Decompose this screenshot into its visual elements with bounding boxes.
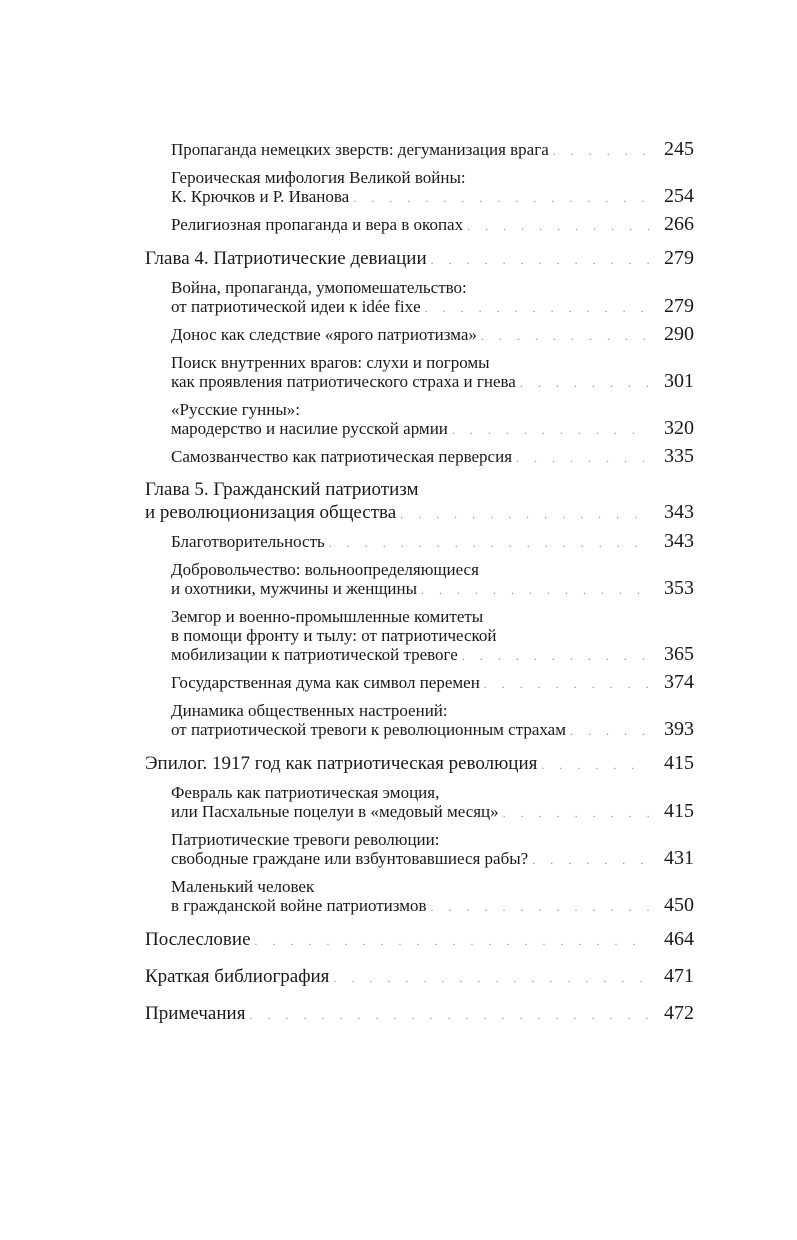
dot-leader: [431, 249, 650, 271]
page-number: 353: [664, 577, 694, 599]
page-number: 335: [664, 445, 694, 467]
toc-entry[interactable]: [145, 353, 694, 393]
toc-entry-title-line: Краткая библиография: [145, 966, 330, 987]
toc-entry[interactable]: [145, 830, 694, 870]
toc-entry-title-line: Государственная дума как символ перемен: [171, 673, 480, 692]
toc-entry-title-line: свободные граждане или взбунтовавшиеся рабы?: [171, 849, 529, 868]
dot-leader: [570, 722, 650, 741]
dot-leader: [462, 647, 650, 666]
page-number: 320: [664, 417, 694, 439]
page-number: 472: [664, 1002, 694, 1024]
toc-entry-title-line: Глава 5. Гражданский патриотизм: [145, 479, 419, 500]
dot-leader: [431, 898, 650, 917]
toc-entry[interactable]: [145, 701, 694, 741]
page-number: 431: [664, 847, 694, 869]
toc-entry[interactable]: [145, 247, 694, 271]
toc-entry-title-line: Религиозная пропаганда и вера в окопах: [171, 215, 464, 234]
toc-entry-title-line: от патриотической тревоги к революционным страхам: [171, 720, 566, 739]
toc-entry-title-line: Эпилог. 1917 год как патриотическая революция: [145, 753, 538, 774]
dot-leader: [421, 581, 650, 600]
table-of-contents: [145, 133, 694, 1026]
dot-leader: [541, 754, 650, 776]
page-number: 365: [664, 643, 694, 665]
dot-leader: [329, 534, 650, 553]
toc-entry-title-line: Благотворительность: [171, 532, 325, 551]
page-number: 374: [664, 671, 694, 693]
page-number: 415: [664, 752, 694, 774]
dot-leader: [255, 930, 650, 952]
toc-entry-title-line: «Русские гунны»:: [171, 400, 301, 419]
toc-entry-title-line: Пропаганда немецких зверств: дегуманизация врага: [171, 140, 549, 159]
toc-entry[interactable]: [145, 140, 694, 161]
toc-entry-title-line: Донос как следствие «ярого патриотизма»: [171, 325, 477, 344]
toc-entry[interactable]: [145, 278, 694, 318]
toc-entry[interactable]: [145, 752, 694, 776]
toc-entry[interactable]: [145, 325, 694, 346]
page-number: 464: [664, 928, 694, 950]
toc-entry[interactable]: [145, 1002, 694, 1026]
toc-entry[interactable]: [145, 532, 694, 553]
toc-entry-title-line: Глава 4. Патриотические девиации: [145, 248, 427, 269]
dot-leader: [452, 421, 650, 440]
dot-leader: [553, 142, 650, 161]
toc-entry[interactable]: [145, 400, 694, 440]
toc-entry[interactable]: [145, 168, 694, 208]
dot-leader: [333, 967, 650, 989]
toc-entry-title-line: мобилизации к патриотической тревоге: [171, 645, 458, 664]
page-number: 415: [664, 800, 694, 822]
page-number: 343: [664, 501, 694, 523]
toc-entry-title-line: мародерство и насилие русской армии: [171, 419, 448, 438]
toc-entry-title-line: Самозванчество как патриотическая перверсия: [171, 447, 513, 466]
toc-entry[interactable]: [145, 928, 694, 952]
page-number: 245: [664, 138, 694, 160]
page-number: 450: [664, 894, 694, 916]
page-number: 290: [664, 323, 694, 345]
dot-leader: [503, 804, 650, 823]
dot-leader: [425, 299, 650, 318]
toc-entry[interactable]: [145, 965, 694, 989]
toc-entry-title-line: Героическая мифология Великой войны:: [171, 168, 466, 187]
page-number: 279: [664, 247, 694, 269]
toc-entry[interactable]: [145, 447, 694, 468]
page-number: 279: [664, 295, 694, 317]
dot-leader: [467, 217, 650, 236]
toc-entry-title-line: и революционизация общества: [145, 502, 397, 523]
dot-leader: [400, 503, 650, 525]
toc-entry-title-line: Маленький человек: [171, 877, 315, 896]
toc-entry[interactable]: [145, 607, 694, 666]
page-number: 266: [664, 213, 694, 235]
toc-entry-title-line: Война, пропаганда, умопомешательство:: [171, 278, 467, 297]
toc-entry[interactable]: [145, 877, 694, 917]
toc-entry-title-line: в гражданской войне патриотизмов: [171, 896, 427, 915]
toc-entry-title-line: Земгор и военно-промышленные комитеты: [171, 607, 484, 626]
toc-entry[interactable]: [145, 560, 694, 600]
dot-leader: [353, 189, 650, 208]
toc-entry-title-line: Добровольчество: вольноопределяющиеся: [171, 560, 479, 579]
toc-entry-title-line: Послесловие: [145, 929, 251, 950]
toc-entry[interactable]: [145, 215, 694, 236]
toc-entry-title-line: Поиск внутренних врагов: слухи и погромы: [171, 353, 490, 372]
toc-entry-title-line: и охотники, мужчины и женщины: [171, 579, 418, 598]
page-number: 343: [664, 530, 694, 552]
page-number: 393: [664, 718, 694, 740]
toc-entry[interactable]: [145, 479, 694, 525]
toc-entry-title-line: от патриотической идеи к idée fixe: [171, 297, 421, 316]
toc-entry-title-line: Патриотические тревоги революции:: [171, 830, 440, 849]
page-number: 471: [664, 965, 694, 987]
toc-entry-title-line: в помощи фронту и тылу: от патриотической: [171, 626, 497, 645]
dot-leader: [481, 327, 650, 346]
toc-entry-title-line: Февраль как патриотическая эмоция,: [171, 783, 440, 802]
toc-entry-title-line: или Пасхальные поцелуи в «медовый месяц»: [171, 802, 499, 821]
toc-entry[interactable]: [145, 673, 694, 694]
dot-leader: [249, 1004, 650, 1026]
toc-entry-title-line: К. Крючков и Р. Иванова: [171, 187, 350, 206]
dot-leader: [520, 374, 650, 393]
dot-leader: [516, 449, 650, 468]
toc-entry-title-line: Примечания: [145, 1003, 246, 1024]
toc-entry-title-line: как проявления патриотического страха и гнева: [171, 372, 516, 391]
dot-leader: [532, 851, 650, 870]
toc-entry[interactable]: [145, 783, 694, 823]
page-number: 254: [664, 185, 694, 207]
page-number: 301: [664, 370, 694, 392]
toc-entry-title-line: Динамика общественных настроений:: [171, 701, 448, 720]
dot-leader: [484, 675, 650, 694]
